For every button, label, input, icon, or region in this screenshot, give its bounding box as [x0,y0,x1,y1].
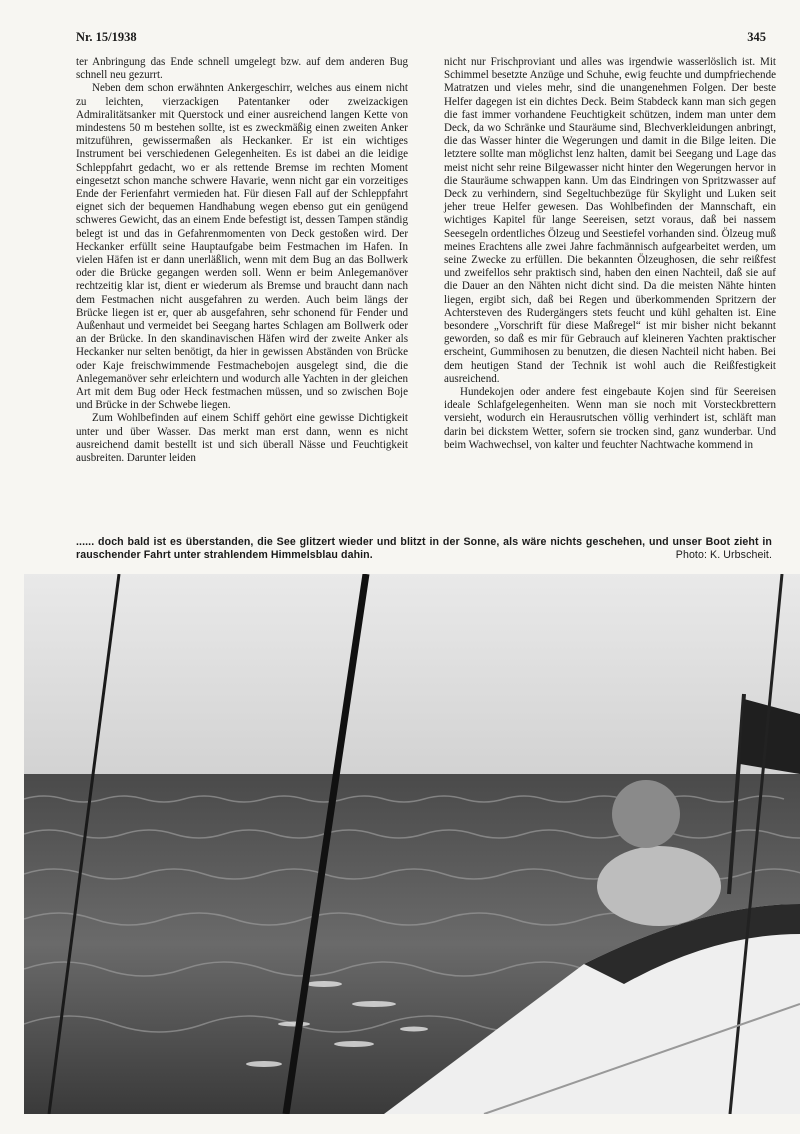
issue-number: Nr. 15/1938 [76,30,137,44]
article-body [76,56,776,465]
sailing-photo-illustration [24,574,800,1114]
paragraph: ter Anbringung das Ende schnell umgelegt bzw. auf dem anderen Bug schnell neu gezurrt. [76,56,408,82]
photo-credit: Photo: K. Urbscheit. [675,549,772,561]
page-number: 345 [747,30,766,44]
left-column [76,56,408,465]
sailing-photo [24,574,800,1114]
sailor-head [612,780,680,848]
paragraph: Neben dem schon erwähnten Ankergeschirr, welches aus einem nicht zu leichten, vierzackigen Patentanker oder zweizackigen Admiralitätsanker mit Querstock und einer ausreichend langen Kette von mindestens 50 m bestehen sollte, ist es zweckmäßig einen zweiten Anker mitzuführen, gewissermaßen als Heckanker. Er ist ein wichtiges Instrument bei verschiedenen Gelegenheiten. Es ist dabei an die leidige Schleppfahrt gedacht, wo er als rettende Bremse im rechten Moment eingesetzt schon manche schwere Havarie, wenn nicht gar ein vorzeitiges Ende der Ferienfahrt vermieden hat. Für diesen Fall auf der Schleppfahrt eignet sich der bequemen Handhabung wegen ebenso gut ein genügend schweres Gewicht, das an einem Ende befestigt ist, dessen Tampen ständig belegt ist und das in Gefahrenmomenten von Deck gestoßen wird. Der Heckanker erfüllt seine Hauptaufgabe beim Festmachen im Hafen. In vielen Häfen ist er dann unerläßlich, wenn mit dem Bug an das Bollwerk oder die Brücke gegangen werden soll. Wenn er beim Anlegemanöver rechtzeitig klar ist, dient er wiederum als Bremse und braucht dann nach dem Festmachen nicht ausgefahren zu werden. Auch beim längs der Brücke liegen ist er, quer ab ausgefahren, sehr schonend für Fender und Außenhaut und vermeidet bei Seegang hartes Schlagen am Bollwerk oder an der Brücke. In den skandinavischen Häfen wird der zweite Anker als Heckanker nur selten benötigt, da hier in gewissen Abständen von Brücke oder Kaje freischwimmende Festmachebojen ausgelegt sind, die die Anlegemanöver sehr erleichtern und wodurch alle Yachten in der gleichen Art mit dem Bug oder Heck festmachen müssen, und so zwischen Boje und Brücke in der Schwebe liegen. [76,82,408,412]
right-column [444,56,776,465]
paragraph: Hundekojen oder andere fest eingebaute Kojen sind für Seereisen ideale Schlafgelegenheiten. Wenn man sie noch mit Vorsteckbrettern versieht, wodurch ein Herausrutschen völlig verhindert ist, schläft man darin bei dickstem Wetter, sofern sie trocken sind, ganz wunderbar. Und beim Wachwechsel, von kalter und feuchter Nachtwache kommend in [444,386,776,451]
paragraph: nicht nur Frischproviant und alles was irgendwie wasserlöslich ist. Mit Schimmel besetzte Anzüge und Schuhe, ewig feuchte und dumpfriechende Matratzen und vieles mehr, sind die unangenehmen Folgen. Der beste Helfer dagegen ist ein dichtes Deck. Beim Stabdeck kann man sich gegen die fast immer vorhandene Feuchtigkeit schützen, indem man unter dem Deck, da wo Schränke und Stauräume sind, Blechverkleidungen anbringt, die das Wasser hinter die Wegerungen und damit in die Bilge leiten. Die letztere sollte man möglichst lenz halten, damit bei Seegang und Lage das meist nicht sehr reine Bilgewasser nicht hinter den Wegerungen hervor in die Stauräume schwappen kann. Um das Eindringen von Spritzwasser auf Deck zu verhindern, sind Segeltuchbezüge für Skylight und Luken seit jeher treue Helfer gewesen. Das Wohlbefinden der Mannschaft, ein wichtiges Kapitel für lange Seereisen, setzt voraus, daß bei nassem Seesegeln ordentliches Ölzeug und Seestiefel vorhanden sind. Ölzeug muß meines Erachtens alle zwei Jahre fachmännisch aufgearbeitet werden, um seine Zwecke zu erfüllen. Die bekannten Ölzeughosen, die sehr reißfest und zweifellos sehr praktisch sind, haben den einen Nachteil, daß sie auf die Dauer an den Nähten nicht dicht sind. Da die meisten Nähte hinten liegen, ergibt sich, daß bei Regen und überkommenden Spritzern der Achtersteven des Rudergängers stets feucht und kühl gehalten ist. Eine besondere „Vorschrift für diese Maßregel“ ist mir bisher nicht bekannt geworden, so daß es mir für Gebrauch auf kleineren Yachten praktischer erscheint, Gummihosen zu benutzen, die diesen Nachteil nicht haben. Bei dem heutigen Stand der Technik ist wohl auch die Reißfestigkeit ausreichend. [444,56,776,385]
caption-text: ...... doch bald ist es überstanden, die See glitzert wieder und blitzt in der Sonne, als wäre nichts geschehen, und unser Boot zieht in rauschender Fahrt unter strahlendem Himmelsblau dahin. [76,536,772,561]
paragraph: Zum Wohlbefinden auf einem Schiff gehört eine gewisse Dichtigkeit unter und über Wasser. Das merkt man erst dann, wenn es nicht ausreichend damit bestellt ist und sich überall Nässe und Feuchtigkeit ausbreiten. Darunter leiden [76,412,408,465]
page-header [76,30,766,45]
sailor-body [597,846,721,926]
sky [24,574,800,779]
photo-caption [76,536,772,562]
